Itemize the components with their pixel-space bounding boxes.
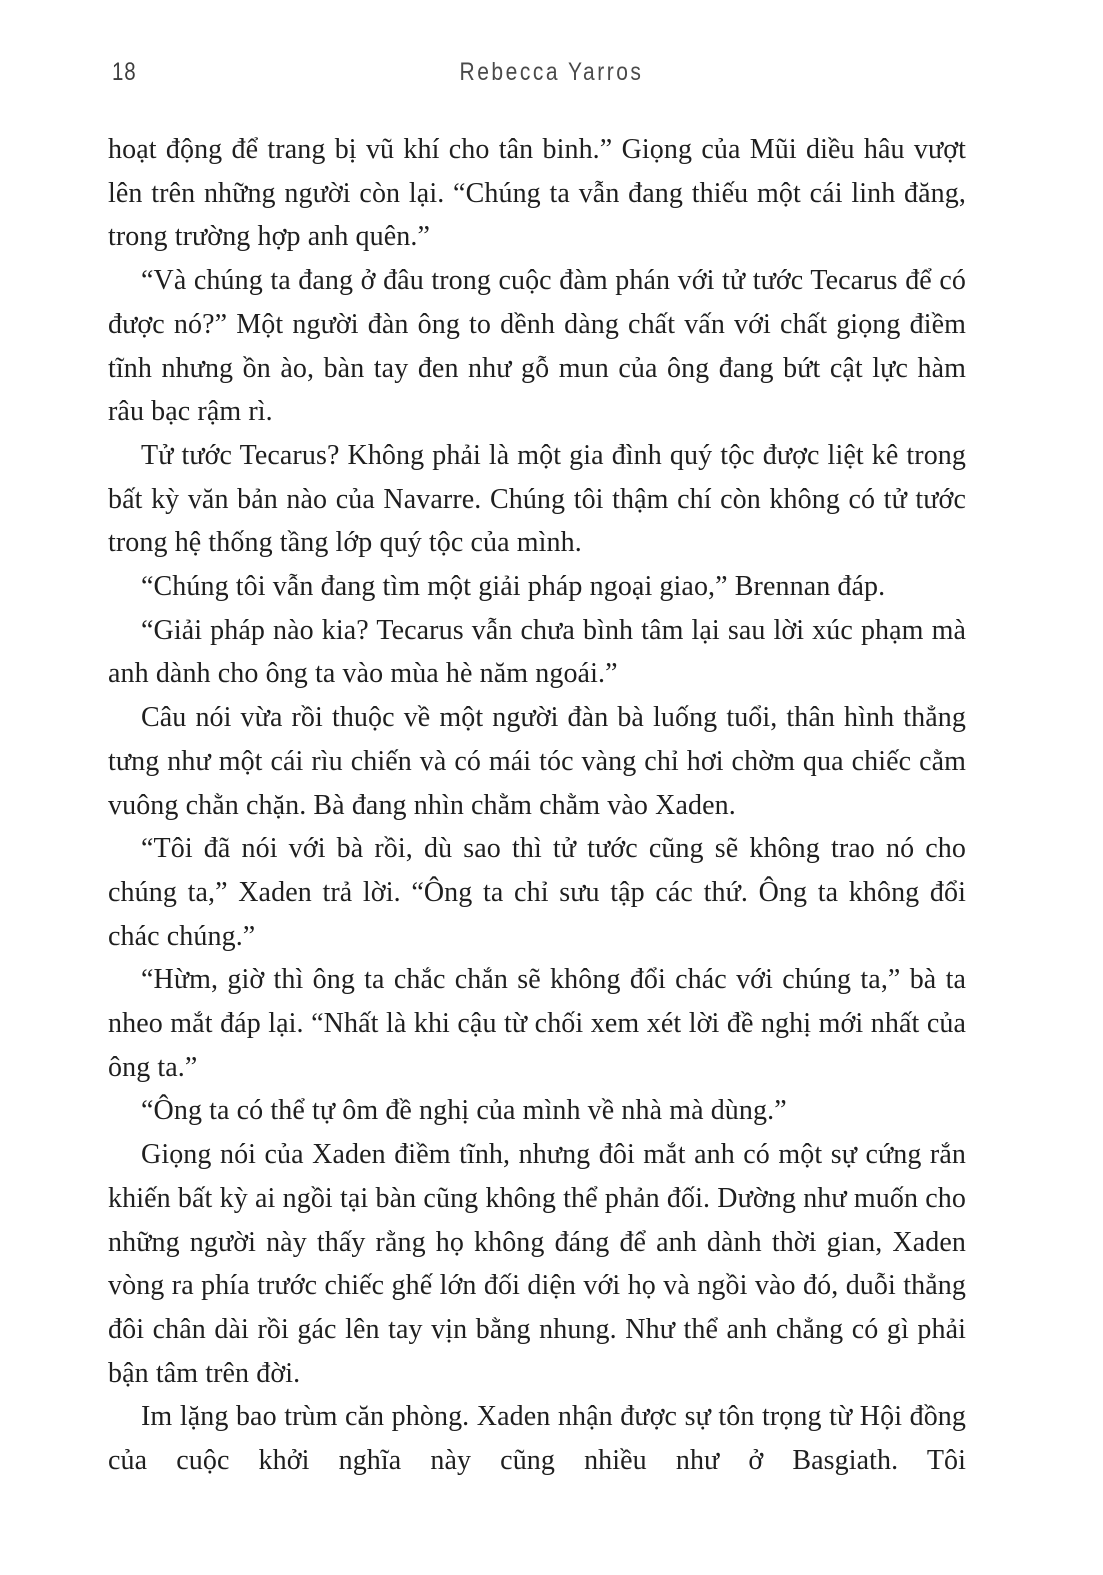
paragraph: “Giải pháp nào kia? Tecarus vẫn chưa bình tâm lại sau lời xúc phạm mà anh dành cho ông ta vào mùa hè năm ngoái.” xyxy=(108,614,966,690)
paragraph: Tử tước Tecarus? Không phải là một gia đình quý tộc được liệt kê trong bất kỳ văn bản nào của Navarre. Chúng tôi thậm chí còn không có tử tước trong hệ thống tầng lớp quý tộc của mình. xyxy=(108,439,966,559)
paragraph: Câu nói vừa rồi thuộc về một người đàn bà luống tuổi, thân hình thẳng tưng như một cái rìu chiến và có mái tóc vàng chỉ hơi chờm qua chiếc cằm vuông chằn chặn. Bà đang nhìn chằm chằm vào Xaden. xyxy=(108,702,966,821)
page-number: 18 xyxy=(112,58,137,86)
page-body xyxy=(108,128,966,1483)
paragraph: hoạt động để trang bị vũ khí cho tân binh.” Giọng của Mũi diều hâu vượt lên trên những người còn lại. “Chúng ta vẫn đang thiếu một cái linh đăng, trong trường hợp anh quên.” xyxy=(108,134,966,253)
paragraph: “Tôi đã nói với bà rồi, dù sao thì tử tước cũng sẽ không trao nó cho chúng ta,” Xaden trả lời. “Ông ta chỉ sưu tập các thứ. Ông ta không đổi chác chúng.” xyxy=(108,833,966,952)
paragraph: “Ông ta có thể tự ôm đề nghị của mình về nhà mà dùng.” xyxy=(141,1095,787,1127)
paragraph: Im lặng bao trùm căn phòng. Xaden nhận được sự tôn trọng từ Hội đồng của cuộc khởi nghĩa này cũng nhiều như ở Basgiath. Tôi xyxy=(108,1401,966,1477)
paragraph: “Chúng tôi vẫn đang tìm một giải pháp ngoại giao,” Brennan đáp. xyxy=(141,571,886,603)
paragraph: “Hừm, giờ thì ông ta chắc chắn sẽ không đổi chác với chúng ta,” bà ta nheo mắt đáp lại. “Nhất là khi cậu từ chối xem xét lời đề nghị mới nhất của ông ta.” xyxy=(108,964,966,1083)
paragraph: “Và chúng ta đang ở đâu trong cuộc đàm phán với tử tước Tecarus để có được nó?” Một người đàn ông to dềnh dàng chất vấn với chất giọng điềm tĩnh nhưng ồn ào, bàn tay đen như gỗ mun của ông đang bứt cật lực hàm râu bạc rậm rì. xyxy=(108,265,966,428)
running-header xyxy=(0,58,1103,94)
paragraph: Giọng nói của Xaden điềm tĩnh, nhưng đôi mắt anh có một sự cứng rắn khiến bất kỳ ai ngồi tại bàn cũng không thể phản đối. Dường như muốn cho những người này thấy rằng họ không đáng để anh dành thời gian, Xaden vòng ra phía trước chiếc ghế lớn đối diện với họ và ngồi vào đó, duỗi thẳng đôi chân dài rồi gác lên tay vịn bằng nhung. Như thể anh chẳng có gì phải bận tâm trên đời. xyxy=(108,1139,966,1389)
running-header-title: Rebecca Yarros xyxy=(459,58,644,86)
